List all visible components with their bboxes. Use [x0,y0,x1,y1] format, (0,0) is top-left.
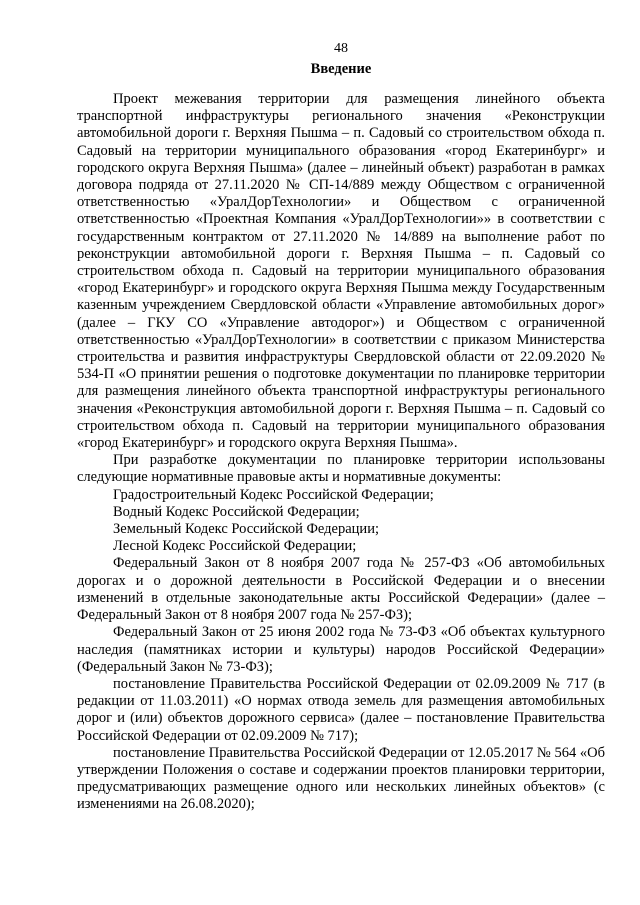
paragraph-documents-intro: При разработке документации по планировке территории использованы следующие нормативные правовые акты и нормативные документы: [77,452,605,486]
section-heading: Введение [310,61,372,77]
list-item-law-257: Федеральный Закон от 8 ноября 2007 года № 257-ФЗ «Об автомобильных дорогах и о дорожной деятельности в Российской Федерации и о внесении изменений в отдельные законодательные акты Российской Федерации» (далее – Федеральный Закон от 8 ноября 2007 года № 257-ФЗ); [77,555,605,624]
list-item-decree-717: постановление Правительства Российской Федерации от 02.09.2009 № 717 (в редакции от 11.03.2011) «О нормах отвода земель для размещения автомобильных дорог и (или) объектов дорожного сервиса» (далее – постановление Правительства Российской Федерации от 02.09.2009 № 717); [77,675,605,744]
document-page [77,40,605,814]
paragraph-intro: Проект межевания территории для размещения линейного объекта транспортной инфраструктуры регионального значения «Реконструкции автомобильной дороги г. Верхняя Пышма – п. Садовый со строительством обхода п. Садовый на территории муниципального образования «город Екатеринбург» и городского округа Верхняя Пышма» (далее – линейный объект) разработан в рамках договора подряда от 27.11.2020 № СП-14/889 между Обществом с ограниченной ответственностью «УралДорТехнологии» и Обществом с ограниченной ответственностью «Проектная Компания «УралДорТехнологии»» в соответствии с государственным контрактом от 27.11.2020 № 14/889 на выполнение работ по реконструкции автомобильной дороги г. Верхняя Пышма – п. Садовый со строительством обхода п. Садовый на территории муниципального образования «город Екатеринбург» и городского округа Верхняя Пышма между Государственным казенным учреждением Свердловской области «Управление автомобильных дорог» (далее – ГКУ СО «Управление автодорог») и Обществом с ограниченной ответственностью «УралДорТехнологии» в соответствии с приказом Министерства строительства и развития инфраструктуры Свердловской области от 22.09.2020 № 534-П «О принятии решения о подготовке документации по планировке территории для размещения линейного объекта транспортной инфраструктуры регионального значения «Реконструкция автомобильной дороги г. Верхняя Пышма – п. Садовый со строительством обхода п. Садовый на территории муниципального образования «город Екатеринбург» и городского округа Верхняя Пышма». [77,91,605,452]
page-number: 48 [334,41,348,56]
list-item-forest-code: Лесной Кодекс Российской Федерации; [113,538,357,555]
list-item-water-code: Водный Кодекс Российской Федерации; [113,503,360,520]
list-item-decree-564: постановление Правительства Российской Федерации от 12.05.2017 № 564 «Об утверждении Положения о составе и содержании проектов планировки территории, предусматривающих размещение одного или нескольких линейных объектов» (с изменениями на 26.08.2020); [77,744,605,813]
list-item-land-code: Земельный Кодекс Российской Федерации; [113,521,379,538]
list-item-law-73: Федеральный Закон от 25 июня 2002 года № 73-ФЗ «Об объектах культурного наследия (памятниках истории и культуры) народов Российской Федерации» (Федеральный Закон № 73-ФЗ); [77,624,605,675]
list-item-urban-code: Градостроительный Кодекс Российской Федерации; [113,486,434,503]
